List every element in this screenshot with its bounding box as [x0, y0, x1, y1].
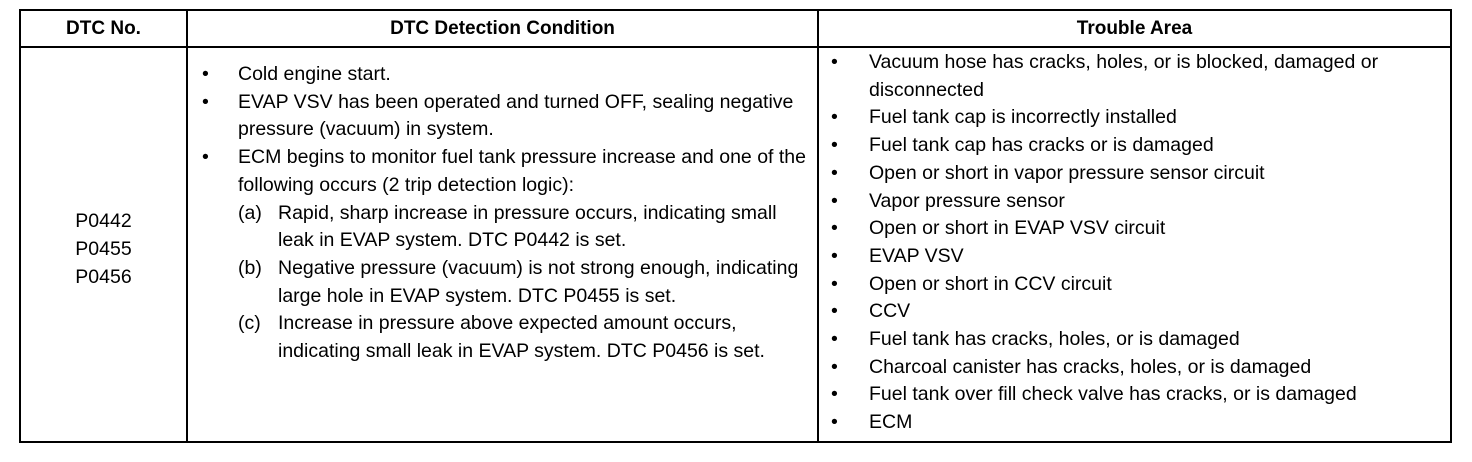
list-item	[829, 271, 1440, 299]
list-item	[829, 326, 1440, 354]
bullet-icon: •	[831, 272, 838, 295]
list-item	[198, 61, 807, 89]
trouble-area-text: Fuel tank cap is incorrectly installed	[869, 106, 1177, 129]
trouble-area-cell	[818, 47, 1451, 442]
dtc-table	[19, 9, 1452, 443]
trouble-area-list	[829, 49, 1440, 437]
bullet-icon: •	[831, 411, 838, 434]
detection-condition-cell	[187, 47, 818, 442]
sub-item-text: Rapid, sharp increase in pressure occurs, indicating small leak in EVAP system. DTC P0442 is set.	[278, 201, 777, 252]
trouble-area-text: Open or short in CCV circuit	[869, 272, 1112, 295]
trouble-area-text: ECM	[869, 411, 913, 434]
list-item	[829, 243, 1440, 271]
sub-list-item	[238, 310, 807, 365]
bullet-icon: •	[202, 90, 209, 113]
trouble-area-text: Fuel tank has cracks, holes, or is damaged	[869, 328, 1240, 351]
condition-list	[198, 61, 807, 366]
header-row	[20, 10, 1451, 47]
bullet-icon: •	[831, 51, 838, 73]
list-item	[829, 160, 1440, 188]
bullet-icon: •	[831, 189, 838, 212]
header-trouble-area: Trouble Area	[818, 10, 1451, 47]
trouble-area-text: Vacuum hose has cracks, holes, or is blocked, damaged or disconnected	[869, 51, 1379, 101]
list-item	[829, 298, 1440, 326]
bullet-icon: •	[831, 244, 838, 267]
dtc-codes-cell	[20, 47, 187, 442]
trouble-area-text: Fuel tank cap has cracks or is damaged	[869, 134, 1214, 157]
list-item	[829, 381, 1440, 409]
bullet-icon: •	[831, 300, 838, 323]
bullet-icon: •	[202, 63, 209, 85]
header-detection-condition: DTC Detection Condition	[187, 10, 818, 47]
bullet-icon: •	[202, 146, 209, 169]
bullet-icon: •	[831, 161, 838, 184]
bullet-icon: •	[831, 355, 838, 378]
sub-item-label: (b)	[238, 256, 262, 279]
list-item	[829, 354, 1440, 382]
trouble-area-text: Open or short in vapor pressure sensor circuit	[869, 161, 1265, 184]
bullet-icon: •	[831, 383, 838, 406]
list-item	[198, 89, 807, 144]
trouble-area-text: EVAP VSV	[869, 244, 964, 267]
trouble-area-text: CCV	[869, 300, 911, 323]
trouble-area-text: Vapor pressure sensor	[869, 189, 1065, 212]
list-item	[829, 215, 1440, 243]
list-item	[829, 104, 1440, 132]
condition-text: Cold engine start.	[238, 63, 391, 85]
list-item	[829, 409, 1440, 437]
bullet-icon: •	[831, 328, 838, 351]
bullet-icon: •	[831, 217, 838, 240]
condition-text: ECM begins to monitor fuel tank pressure increase and one of the following occurs (2 trip detection logic):	[238, 146, 806, 196]
sub-list-item	[238, 255, 807, 310]
sub-list-item	[238, 200, 807, 255]
sub-item-text: Increase in pressure above expected amount occurs, indicating small leak in EVAP system. DTC P0456 is set.	[278, 312, 765, 363]
list-item	[829, 132, 1440, 160]
sub-item-label: (c)	[238, 312, 261, 335]
trouble-area-text: Fuel tank over fill check valve has cracks, or is damaged	[869, 383, 1357, 406]
sub-item-label: (a)	[238, 201, 262, 224]
sub-item-text: Negative pressure (vacuum) is not strong enough, indicating large hole in EVAP system. DTC P0455 is set.	[278, 256, 799, 307]
bullet-icon: •	[831, 106, 838, 129]
list-item	[829, 49, 1440, 104]
dtc-code: P0455	[75, 238, 132, 261]
trouble-area-text: Charcoal canister has cracks, holes, or is damaged	[869, 355, 1312, 378]
bullet-icon: •	[831, 134, 838, 157]
list-item	[198, 144, 807, 366]
dtc-code: P0442	[75, 210, 132, 233]
dtc-code: P0456	[75, 266, 132, 289]
trouble-area-text: Open or short in EVAP VSV circuit	[869, 217, 1166, 240]
list-item	[829, 188, 1440, 216]
sub-condition-list	[238, 200, 807, 366]
table-row	[20, 47, 1451, 442]
header-dtc-no: DTC No.	[20, 10, 187, 47]
condition-text: EVAP VSV has been operated and turned OFF, sealing negative pressure (vacuum) in system.	[238, 90, 794, 141]
